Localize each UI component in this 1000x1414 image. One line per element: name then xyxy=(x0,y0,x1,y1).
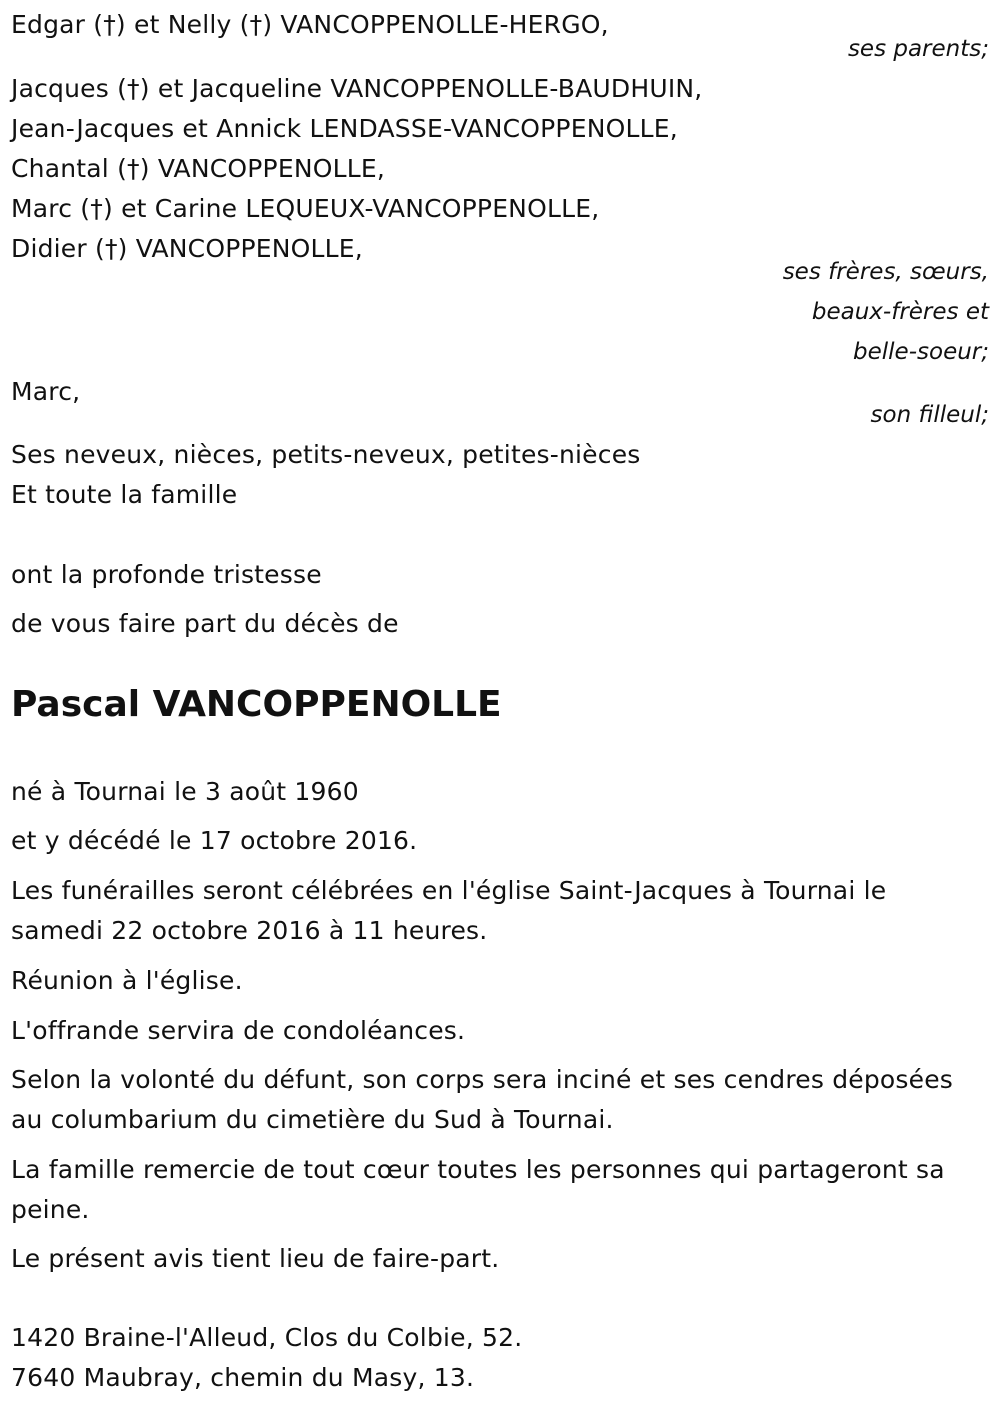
godson-line: Marc, xyxy=(11,377,81,406)
parents-role: ses parents; xyxy=(847,36,989,62)
thanks-paragraph: La famille remercie de tout cœur toutes les personnes qui partageront sa peine. xyxy=(11,1155,945,1224)
sibling-line: Jean-Jacques et Annick LENDASSE-VANCOPPENOLLE, xyxy=(11,114,678,143)
siblings-role-line: beaux-frères et xyxy=(811,299,989,325)
parents-line: Edgar (†) et Nelly (†) VANCOPPENOLLE-HERGO, xyxy=(11,10,609,39)
offering-line: L'offrande servira de condoléances. xyxy=(11,1016,466,1045)
sibling-line: Chantal (†) VANCOPPENOLLE, xyxy=(11,154,385,183)
siblings-role-line: belle-soeur; xyxy=(853,339,989,365)
funeral-paragraph: Les funérailles seront célébrées en l'église Saint-Jacques à Tournai le samedi 22 octobre 2016 à 11 heures. xyxy=(11,876,887,945)
extended-family-line: Ses neveux, nièces, petits-neveux, petites-nièces xyxy=(11,440,641,469)
birth-line: né à Tournai le 3 août 1960 xyxy=(11,777,359,806)
siblings-role-line: ses frères, sœurs, xyxy=(782,259,989,285)
godson-role: son filleul; xyxy=(870,402,989,428)
sibling-line: Didier (†) VANCOPPENOLLE, xyxy=(11,234,363,263)
deceased-name: Pascal VANCOPPENOLLE xyxy=(11,684,502,725)
notice-line: Le présent avis tient lieu de faire-part. xyxy=(11,1244,500,1273)
address-line: 1420 Braine-l'Alleud, Clos du Colbie, 52. xyxy=(11,1323,523,1352)
meeting-line: Réunion à l'église. xyxy=(11,966,243,995)
cremation-paragraph: Selon la volonté du défunt, son corps sera inciné et ses cendres déposées au columbarium du cimetière du Sud à Tournai. xyxy=(11,1065,954,1134)
sibling-line: Marc (†) et Carine LEQUEUX-VANCOPPENOLLE, xyxy=(11,194,600,223)
death-line: et y décédé le 17 octobre 2016. xyxy=(11,826,418,855)
sibling-line: Jacques (†) et Jacqueline VANCOPPENOLLE-BAUDHUIN, xyxy=(11,74,703,103)
announcement-line: de vous faire part du décès de xyxy=(11,609,399,638)
address-line: 7640 Maubray, chemin du Masy, 13. xyxy=(11,1363,475,1392)
announcement-line: ont la profonde tristesse xyxy=(11,560,322,589)
extended-family-line: Et toute la famille xyxy=(11,480,238,509)
